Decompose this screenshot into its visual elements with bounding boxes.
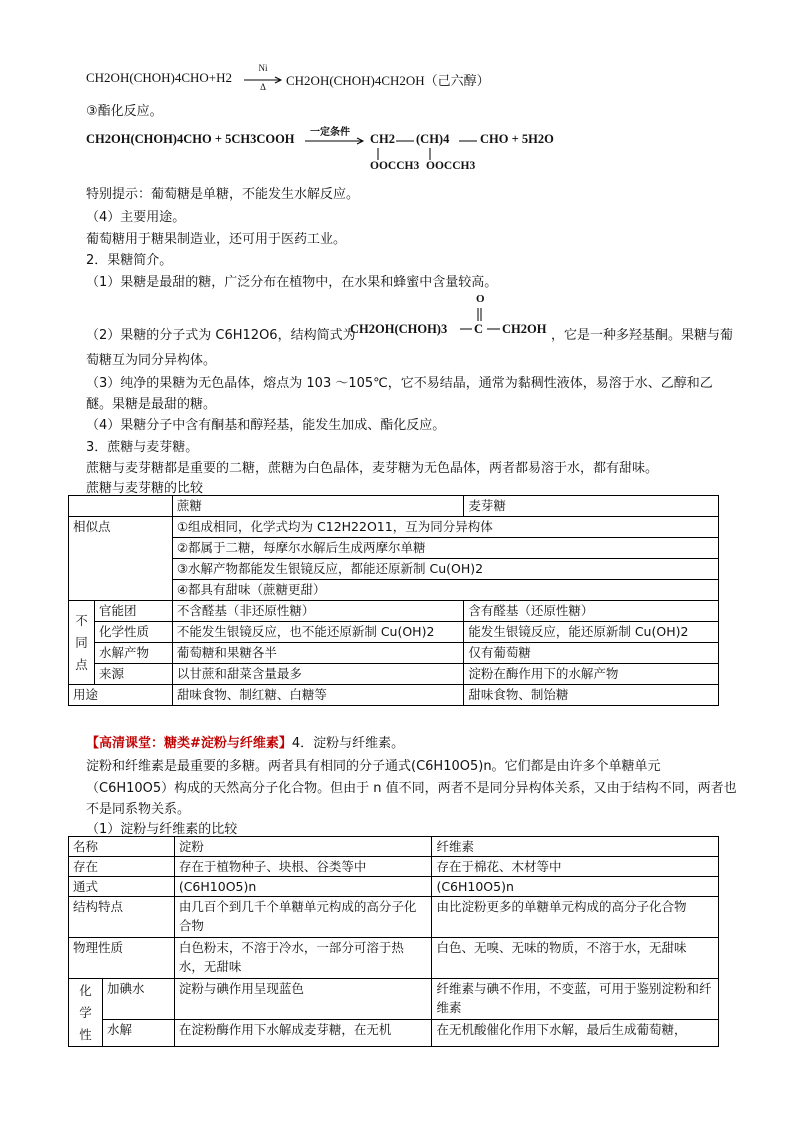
table1-diff-sucrose: 以甘蔗和甜菜含量最多 <box>172 664 464 685</box>
sucrose-maltose-table <box>68 495 719 706</box>
table1-diff-sucrose: 不能发生银镜反应，也不能还原新制 Cu(OH)2 <box>172 622 464 643</box>
heading-main-uses: （4）主要用途。 <box>86 210 186 225</box>
fructose-formula-right: CH2OH <box>502 322 547 336</box>
classroom-tag: 【高清课堂：糖类#淀粉与纤维素】 <box>86 736 292 751</box>
fructose-p3-a: （3）纯净的果糖为无色晶体，熔点为 103 ～105℃，它不易结晶，通常为黏稠性液体，易溶于水、乙醇和乙 <box>86 376 713 391</box>
table1-use-maltose: 甜味食物、制饴糖 <box>464 685 719 706</box>
table1-diff-maltose: 淀粉在酶作用下的水解产物 <box>464 664 719 685</box>
table2-header-name: 名称 <box>69 837 175 857</box>
eq2-product-c: CHO + 5H2O <box>480 132 554 146</box>
item-esterification: ③酯化反应。 <box>86 104 163 119</box>
heading-sucrose-maltose: 3．蔗糖与麦芽糖。 <box>86 440 199 455</box>
eq2-bond-1 <box>396 140 416 144</box>
eq2-condition: 一定条件 <box>310 127 350 138</box>
starch-intro-line-1: 淀粉和纤维素是最重要的多糖。两者具有相同的分子通式(C6H10O5)n。它们都是由许多个单糖单元 <box>86 759 661 774</box>
table1-diff-maltose: 含有醛基（还原性糖） <box>464 601 719 622</box>
fructose-p1: （1）果糖是最甜的糖，广泛分布在植物中，在水果和蜂蜜中含量较高。 <box>86 275 498 290</box>
heading-starch-cellulose-text: 4．淀粉与纤维素。 <box>291 736 405 751</box>
fructose-oxygen: O <box>476 293 485 305</box>
special-tip: 特别提示：葡萄糖是单糖，不能发生水解反应。 <box>86 187 360 202</box>
eq2-substituent-2: OOCCH3 <box>426 160 476 172</box>
table1-header-maltose: 麦芽糖 <box>464 496 719 517</box>
table2-starch-cell: 在淀粉酶作用下水解成麦芽糖，在无机 <box>174 1020 432 1047</box>
table1-sim-row: ①组成相同，化学式均为 C12H22O11，互为同分异构体 <box>172 517 718 538</box>
heading-fructose: 2．果糖简介。 <box>86 253 173 268</box>
eq2-substituent-1: OOCCH3 <box>370 160 420 172</box>
table1-similarity-label: 相似点 <box>69 517 173 601</box>
table1-diff-sucrose: 不含醛基（非还原性糖） <box>172 601 464 622</box>
eq2-arrow <box>305 137 365 147</box>
eq1-heat: Δ <box>260 82 266 92</box>
table2-row-key: 通式 <box>69 877 175 897</box>
table2-row-key: 物理性质 <box>69 938 175 979</box>
eq1-arrow <box>244 76 284 86</box>
table2-starch-cell: 由几百个到几千个单糖单元构成的高分子化合物 <box>174 897 432 938</box>
table1-diff-maltose: 仅有葡萄糖 <box>464 643 719 664</box>
eq2-reactants: CH2OH(CHOH)4CHO + 5CH3COOH <box>86 132 295 146</box>
table1-diff-key: 官能团 <box>94 601 172 622</box>
fructose-p4: （4）果糖分子中含有酮基和醇羟基，能发生加成、酯化反应。 <box>86 418 446 433</box>
starch-intro-line-2: （C6H10O5）构成的天然高分子化合物。但由于 n 值不同，两者不是同分异构体关系，又由于结构不同，两者也 <box>86 781 737 796</box>
table1-diff-key: 化学性质 <box>94 622 172 643</box>
table2-cellulose-cell: 在无机酸催化作用下水解，最后生成葡萄糖， <box>432 1020 719 1047</box>
fructose-p2-a: （2）果糖的分子式为 C6H12O6，结构简式为 <box>86 328 356 343</box>
table1-diff-key: 来源 <box>94 664 172 685</box>
table1-diff-maltose: 能发生银镜反应，能还原新制 Cu(OH)2 <box>464 622 719 643</box>
table2-starch-cell: 白色粉末，不溶于冷水，一部分可溶于热水，无甜味 <box>174 938 432 979</box>
eq1-product-name: （己六醇） <box>424 73 490 88</box>
table2-row-key: 结构特点 <box>69 897 175 938</box>
eq2-product-b: (CH)4 <box>416 132 450 146</box>
equation-hydrogenation <box>86 70 232 86</box>
table2-cellulose-cell: 由比淀粉更多的单糖单元构成的高分子化合物 <box>432 897 719 938</box>
table2-starch-cell: 存在于植物种子、块根、谷类等中 <box>174 857 432 877</box>
sucrose-maltose-intro: 蔗糖与麦芽糖都是重要的二糖，蔗糖为白色晶体，麦芽糖为无色晶体，两者都易溶于水，都有甜味。 <box>86 461 659 476</box>
eq2-product-a: CH2 <box>370 132 395 146</box>
fructose-formula-left: CH2OH(CHOH)3 <box>350 322 448 336</box>
starch-intro-line-3: 不是同系物关系。 <box>86 802 191 817</box>
table1-sim-row: ④都具有甜味（蔗糖更甜） <box>172 580 718 601</box>
eq2-bond-2 <box>459 140 479 144</box>
table2-row-key: 存在 <box>69 857 175 877</box>
table2-chem-key: 加碘水 <box>102 979 174 1020</box>
table2-chem-key: 水解 <box>102 1020 174 1047</box>
table1-sim-row: ②都属于二糖，每摩尔水解后生成两摩尔单糖 <box>172 538 718 559</box>
fructose-p3-b: 醚。果糖是最甜的糖。 <box>86 397 217 412</box>
table2-header-starch: 淀粉 <box>174 837 432 857</box>
table2-cellulose-cell: 白色、无嗅、无味的物质，不溶于水，无甜味 <box>432 938 719 979</box>
table1-use-label: 用途 <box>69 685 173 706</box>
table1-diff-key: 水解产物 <box>94 643 172 664</box>
table2-cellulose-cell: (C6H10O5)n <box>432 877 719 897</box>
table1-use-sucrose: 甜味食物、制红糖、白糖等 <box>172 685 464 706</box>
starch-table-caption: （1）淀粉与纤维素的比较 <box>86 822 238 837</box>
table2-chemical-label: 化学性 <box>69 979 103 1047</box>
table1-header-sucrose: 蔗糖 <box>172 496 464 517</box>
table1-corner <box>69 496 173 517</box>
table2-cellulose-cell: 纤维素与碘不作用，不变蓝，可用于鉴别淀粉和纤维素 <box>432 979 719 1020</box>
table2-cellulose-cell: 存在于棉花、木材等中 <box>432 857 719 877</box>
eq1-product: CH2OH(CHOH)4CH2OH（己六醇） <box>286 73 490 88</box>
table2-starch-cell: 淀粉与碘作用呈现蓝色 <box>174 979 432 1020</box>
table2-starch-cell: (C6H10O5)n <box>174 877 432 897</box>
sucrose-maltose-table-caption: 蔗糖与麦芽糖的比较 <box>86 481 204 496</box>
fructose-p2-b: ，它是一种多羟基酮。果糖与葡 <box>551 328 734 343</box>
table1-difference-label: 不同点 <box>69 601 95 685</box>
eq1-catalyst: Ni <box>258 63 268 73</box>
fructose-carbon: C <box>474 322 484 336</box>
fructose-p2-c: 萄糖互为同分异构体。 <box>86 353 217 368</box>
heading-starch-cellulose <box>86 732 404 751</box>
table2-header-cellulose: 纤维素 <box>432 837 719 857</box>
starch-cellulose-table <box>68 836 719 1047</box>
table1-sim-row: ③水解产物都能发生银镜反应，都能还原新制 Cu(OH)2 <box>172 559 718 580</box>
glucose-uses: 葡萄糖用于糖果制造业，还可用于医药工业。 <box>86 232 347 247</box>
eq1-reactants: CH2OH(CHOH)4CHO+H2 <box>86 70 232 85</box>
table1-diff-sucrose: 葡萄糖和果糖各半 <box>172 643 464 664</box>
